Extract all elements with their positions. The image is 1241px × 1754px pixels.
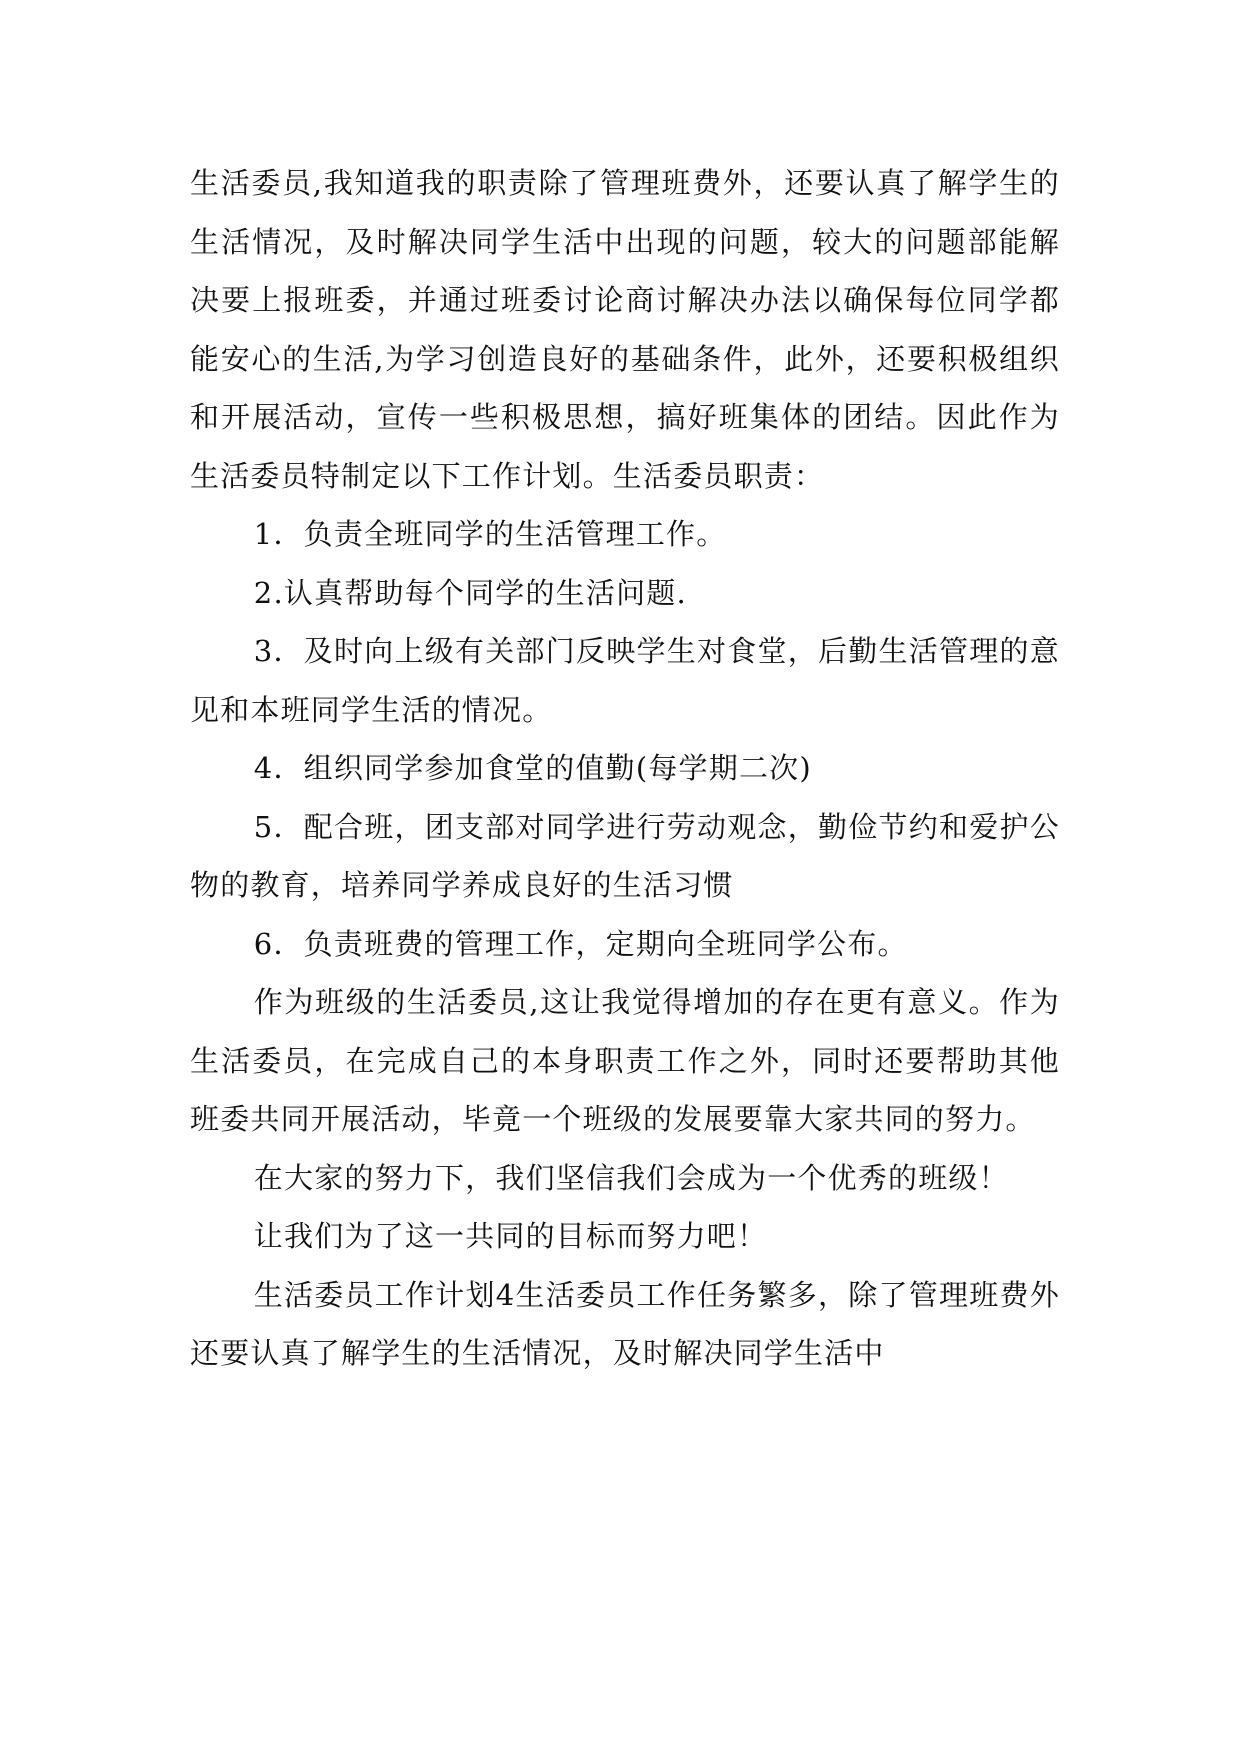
paragraph-duty-2: 2.认真帮助每个同学的生活问题. — [253, 575, 687, 610]
paragraph-intro: 生活委员,我知道我的职责除了管理班费外，还要认真了解学生的生活情况，及时解决同学生活中出现的问题，较大的问题部能解决要上报班委，并通过班委讨论商讨解决办法以确保每位同学都能安心的生活,为学习创造良好的基础条件，此外，还要积极组织和开展活动，宣传一些积极思想，搞好班集体的团结。因此作为生活委员特制定以下工作计划。生活委员职责： — [190, 166, 1060, 493]
paragraph-duty-4: 4．组织同学参加食堂的值勤(每学期二次) — [253, 751, 812, 785]
paragraph-meaning: 作为班级的生活委员,这让我觉得增加的存在更有意义。作为生活委员，在完成自己的本身职责工作之外，同时还要帮助其他班委共同开展活动，毕竟一个班级的发展要靠大家共同的努力。 — [190, 985, 1060, 1136]
paragraph-goal: 让我们为了这一共同的目标而努力吧！ — [253, 1219, 768, 1253]
paragraph-duty-3: 3．及时向上级有关部门反映学生对食堂，后勤生活管理的意见和本班同学生活的情况。 — [190, 634, 1060, 727]
paragraph-belief: 在大家的努力下，我们坚信我们会成为一个优秀的班级！ — [253, 1160, 1009, 1195]
paragraph-duty-5: 5．配合班，团支部对同学进行劳动观念，勤俭节约和爱护公物的教育，培养同学养成良好的生活习惯 — [190, 809, 1060, 902]
paragraph-duty-1: 1．负责全班同学的生活管理工作。 — [253, 517, 727, 551]
paragraph-plan-4: 生活委员工作计划4生活委员工作任务繁多，除了管理班费外还要认真了解学生的生活情况，及时解决同学生活中 — [190, 1277, 1060, 1370]
paragraph-duty-6: 6．负责班费的管理工作，定期向全班同学公布。 — [253, 926, 908, 961]
document-body — [190, 154, 1060, 1383]
